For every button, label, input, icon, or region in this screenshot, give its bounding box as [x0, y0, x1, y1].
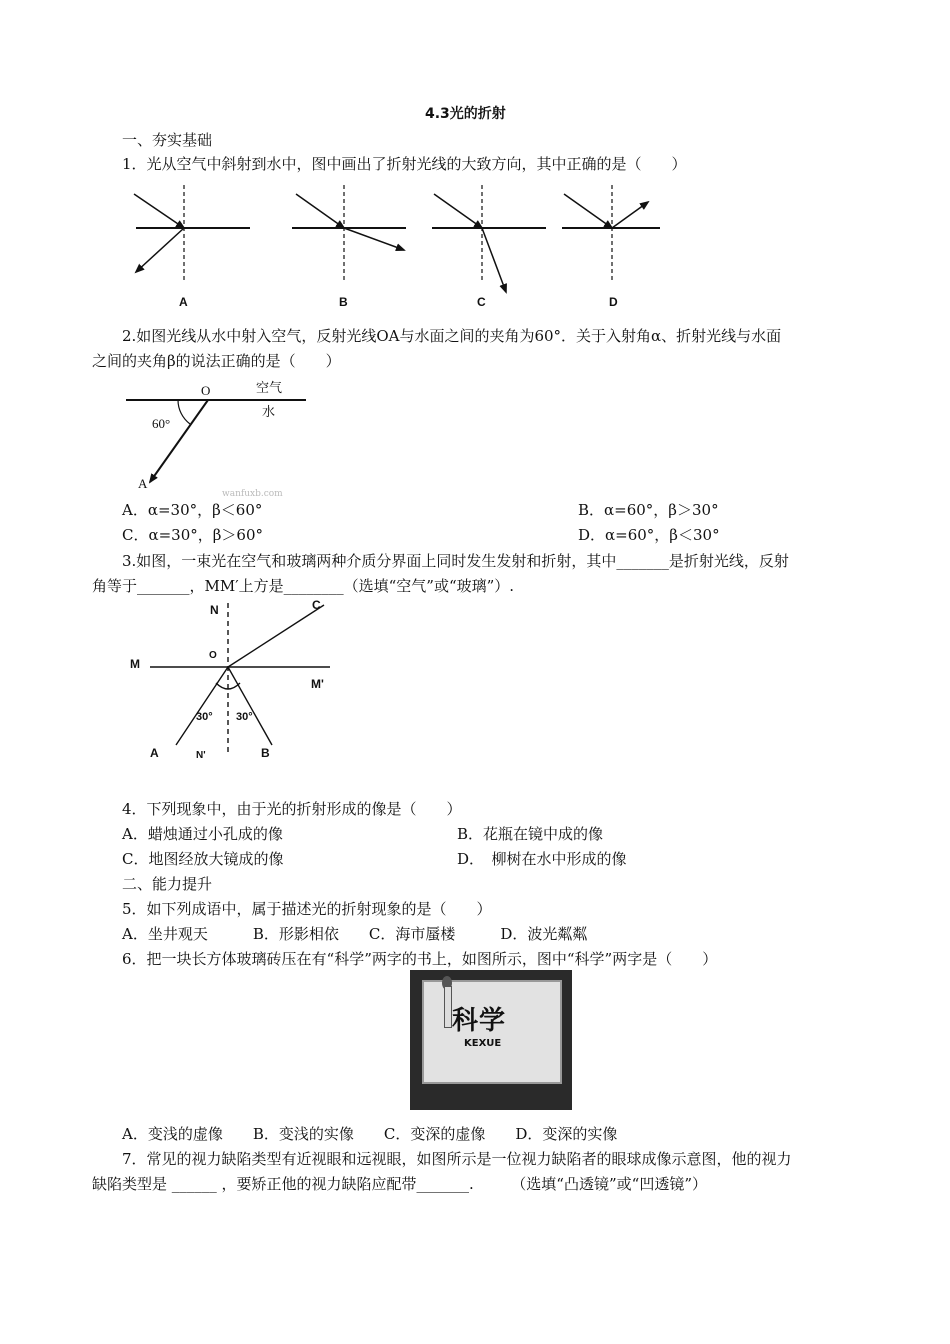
q4-option-b: B．花瓶在镜中成的像 — [457, 825, 604, 843]
q1-figures — [120, 180, 660, 310]
q4-option-a: A．蜡烛通过小孔成的像 — [122, 825, 283, 843]
question-3-line2: 角等于_______，MM′上方是________（选填“空气”或“玻璃”）. — [92, 577, 515, 595]
q3-label-n: N — [210, 603, 219, 617]
q2-watermark: wanfuxb.com — [222, 489, 283, 499]
q2-label-water: 水 — [262, 404, 276, 419]
q3-label-m-prime: M' — [311, 677, 324, 691]
question-4-text: 4．下列现象中，由于光的折射形成的像是（ ） — [122, 800, 462, 818]
q3-label-n-prime: N' — [196, 750, 206, 761]
photo-subtext: KEXUE — [464, 1038, 502, 1049]
q3-figure — [120, 595, 340, 765]
page-title: 4.3光的折射 — [425, 106, 506, 122]
glass-brick-photo — [410, 970, 572, 1110]
photo-word: 科学 — [452, 1006, 507, 1036]
question-2-line1: 2.如图光线从水中射入空气，反射光线OA与水面之间的夹角为60°．关于入射角α、折射光线与水面 — [122, 327, 782, 345]
q3-label-o: O — [209, 650, 217, 661]
q3-label-m: M — [130, 657, 140, 671]
q3-label-b: B — [261, 746, 270, 760]
q3-label-angle-left: 30° — [196, 711, 213, 723]
q1-figure-b — [292, 185, 406, 280]
q1-figure-c — [432, 185, 546, 292]
q2-label-air: 空气 — [256, 380, 283, 395]
q1-label-d: D — [609, 295, 618, 309]
section-heading-advanced: 二、能力提升 — [122, 875, 213, 893]
q2-option-c: C．α=30°，β＞60° — [122, 526, 264, 544]
q1-label-a: A — [179, 295, 188, 309]
q1-figure-a — [134, 185, 250, 280]
section-heading-basic: 一、夯实基础 — [122, 131, 213, 149]
q2-label-angle: 60° — [152, 416, 171, 431]
q3-label-angle-right: 30° — [236, 711, 253, 723]
q2-option-b: B．α=60°，β＞30° — [578, 501, 719, 519]
question-2-line2: 之间的夹角β的说法正确的是（ ） — [92, 352, 341, 370]
question-1-text: 1．光从空气中斜射到水中，图中画出了折射光线的大致方向，其中正确的是（ ） — [122, 155, 687, 173]
q2-option-a: A．α=30°，β＜60° — [122, 501, 263, 519]
q3-label-c: C — [312, 598, 321, 612]
question-5-text: 5．如下列成语中，属于描述光的折射现象的是（ ） — [122, 900, 492, 918]
q4-option-c: C．地图经放大镜成的像 — [122, 850, 284, 868]
question-6-text: 6．把一块长方体玻璃砖压在有“科学”两字的书上，如图所示，图中“科学”两字是（ ） — [122, 950, 718, 968]
q5-options: A．坐井观天 B．形影相依 C．海市蜃楼 D．波光粼粼 — [122, 925, 588, 943]
q1-label-c: C — [477, 295, 486, 309]
q4-option-d: D． 柳树在水中形成的像 — [457, 850, 627, 868]
candle — [444, 986, 452, 1028]
question-3-line1: 3.如图，一束光在空气和玻璃两种介质分界面上同时发生发射和折射，其中_______是折射光线，反射 — [122, 552, 789, 570]
q3-label-a: A — [150, 746, 159, 760]
q2-figure — [120, 380, 320, 495]
question-7-line2: 缺陷类型是 ______ ，要矫正他的视力缺陷应配带_______. （选填“凸透镜”或“凹透镜”） — [92, 1175, 707, 1193]
q1-label-b: B — [339, 295, 348, 309]
question-7-line1: 7．常见的视力缺陷类型有近视眼和远视眼，如图所示是一位视力缺陷者的眼球成像示意图，他的视力 — [122, 1150, 792, 1168]
q2-label-o: O — [201, 383, 211, 398]
q2-label-a: A — [138, 476, 148, 491]
q2-option-d: D．α=60°，β＜30° — [578, 526, 720, 544]
q1-figure-d — [562, 185, 660, 280]
q6-options: A．变浅的虚像 B．变浅的实像 C．变深的虚像 D．变深的实像 — [122, 1125, 618, 1143]
